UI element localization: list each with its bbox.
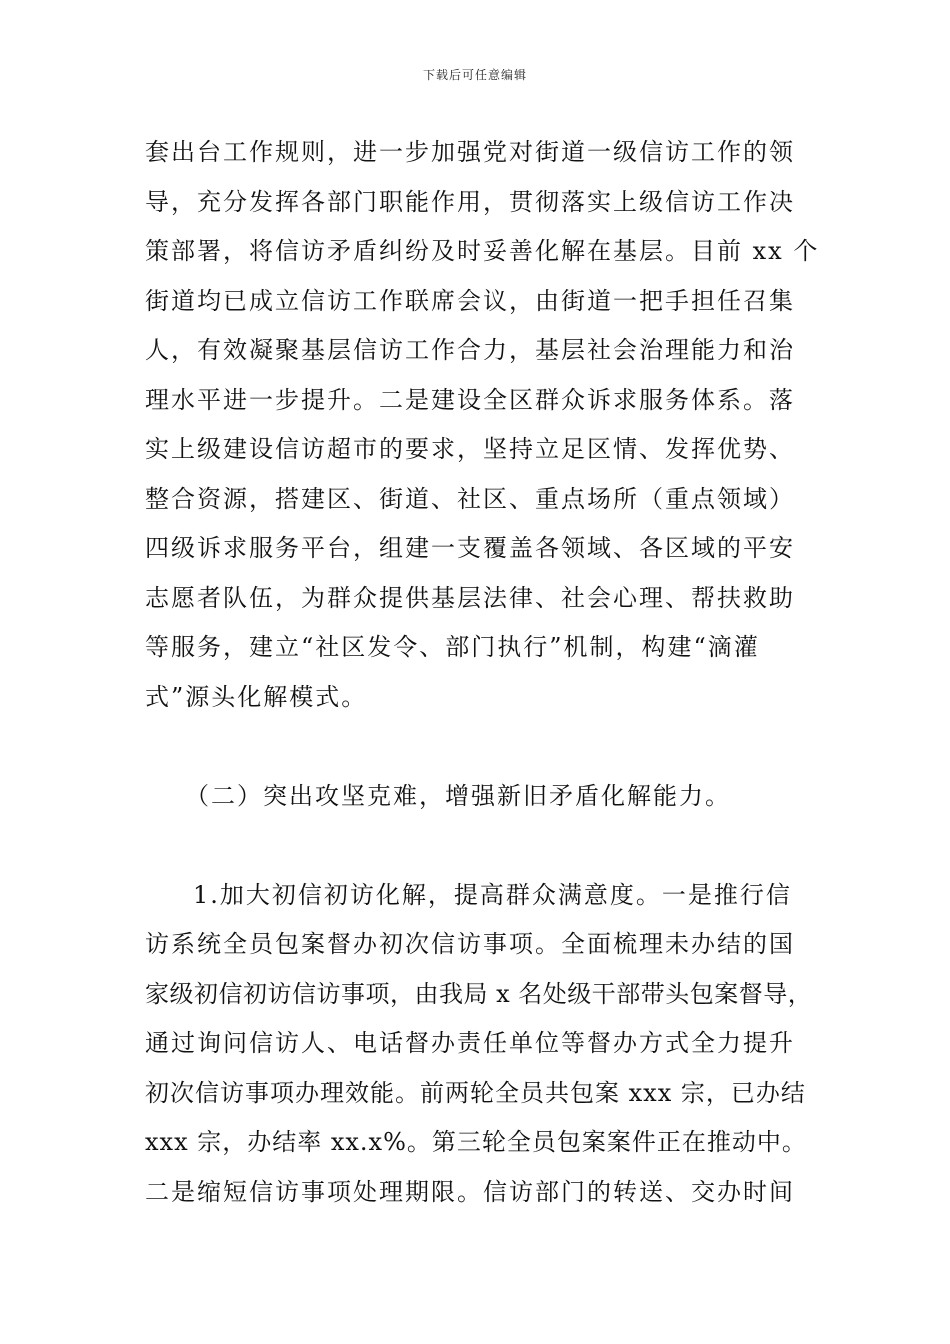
paragraph-continued: [145, 128, 820, 722]
text-line: 志愿者队伍，为群众提供基层法律、社会心理、帮扶救助: [145, 583, 795, 612]
text-line: 理水平进一步提升。二是建设全区群众诉求服务体系。落: [145, 385, 795, 414]
text-line: 访系统全员包案督办初次信访事项。全面梳理未办结的国: [145, 930, 795, 958]
text-line: 策部署，将信访矛盾纠纷及时妥善化解在基层。目前 xx 个: [145, 237, 820, 265]
text-line: 家级初信初访信访事项，由我局 x 名处级干部带头包案督导，: [145, 979, 813, 1008]
text-line: 等服务，建立“社区发令、部门执行”机制，构建“滴灌: [145, 633, 760, 661]
text-line: 初次信访事项办理效能。前两轮全员共包案 xxx 宗，已办结: [145, 1078, 806, 1107]
section-heading: （二）突出攻坚克难，增强新旧矛盾化解能力。: [185, 781, 731, 810]
paragraph-item-1: [145, 871, 813, 1218]
paragraph-spacer: [145, 821, 805, 871]
text-line: 1.加大初信初访化解，提高群众满意度。一是推行信: [193, 880, 792, 909]
text-line: 二是缩短信访事项处理期限。信访部门的转送、交办时间: [145, 1177, 795, 1206]
text-line: 套出台工作规则，进一步加强党对街道一级信访工作的领: [145, 138, 795, 166]
text-line: 四级诉求服务平台，组建一支覆盖各领域、各区域的平安: [145, 534, 795, 562]
document-body: [145, 128, 820, 1217]
text-line: xxx 宗，办结率 xx.x%。第三轮全员包案案件正在推动中。: [145, 1128, 807, 1156]
text-line: 整合资源，搭建区、街道、社区、重点场所（重点领域）: [145, 484, 795, 513]
text-line: 通过询问信访人、电话督办责任单位等督办方式全力提升: [145, 1029, 795, 1057]
text-line: 实上级建设信访超市的要求，坚持立足区情、发挥优势、: [145, 435, 795, 463]
text-line: 式”源头化解模式。: [145, 682, 368, 711]
text-line: 街道均已成立信访工作联席会议，由街道一把手担任召集: [145, 286, 795, 315]
text-line: 人，有效凝聚基层信访工作合力，基层社会治理能力和治: [145, 336, 795, 364]
page-header-note: 下载后可任意编辑: [422, 68, 527, 82]
text-line: 导，充分发挥各部门职能作用，贯彻落实上级信访工作决: [145, 187, 795, 216]
paragraph-spacer: [145, 722, 805, 772]
